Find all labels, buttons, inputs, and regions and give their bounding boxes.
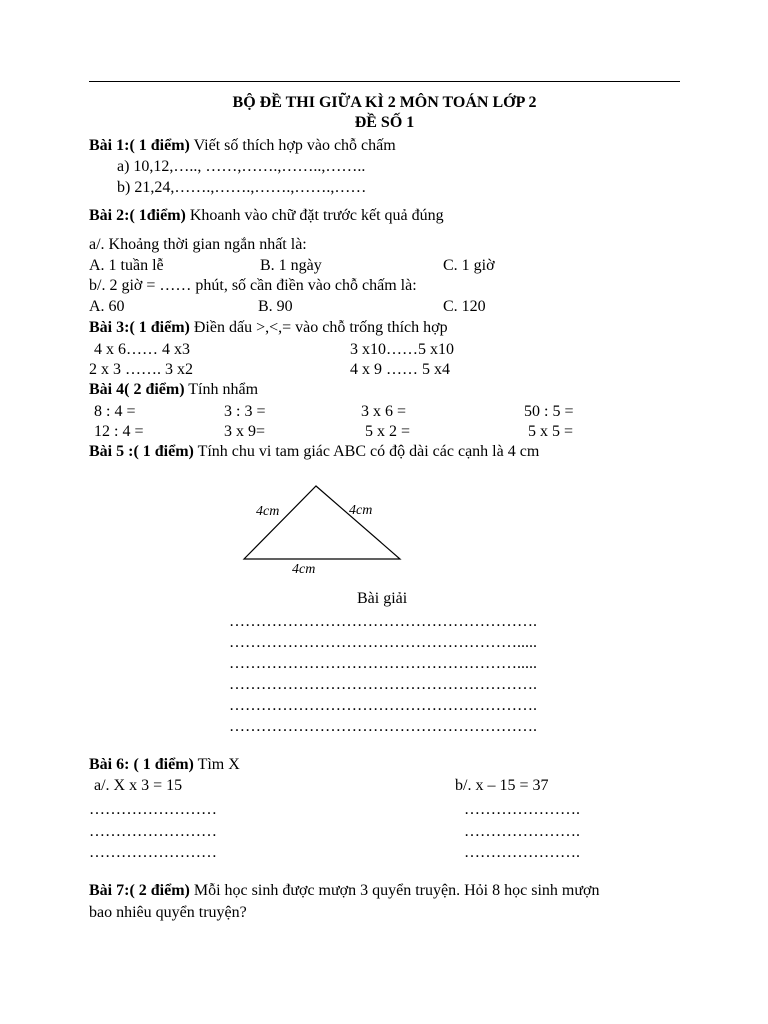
bai2-q2-opt-a: A. 60 (89, 298, 125, 315)
solution-line-5: …………………………………………………. (229, 697, 537, 714)
bai2-q2-opt-c: C. 120 (443, 298, 486, 315)
bai5-heading: Bài 5 :( 1 điểm) Tính chu vi tam giác ABC có độ dài các cạnh là 4 cm (89, 443, 540, 460)
solution-line-1: …………………………………………………. (229, 613, 537, 630)
bai4-r1-c4: 50 : 5 = (524, 403, 574, 420)
bai4-heading: Bài 4( 2 điểm) Tính nhẩm (89, 381, 259, 398)
bai2-q1: a/. Khoảng thời gian ngắn nhất là: (89, 236, 307, 253)
triangle-side-bottom-label: 4cm (292, 562, 316, 577)
bai3-item-2: 3 x10……5 x10 (350, 341, 454, 358)
bai4-r1-c2: 3 : 3 = (224, 403, 266, 420)
solution-line-2: ………………………………………………..... (229, 634, 537, 651)
bai2-q1-opt-a: A. 1 tuần lễ (89, 257, 164, 274)
bai4-r2-c4: 5 x 5 = (528, 423, 574, 440)
page-title: BỘ ĐỀ THI GIỮA KÌ 2 MÔN TOÁN LỚP 2 (232, 94, 537, 111)
bai6-left-line-3: …………………… (89, 844, 217, 861)
bai7-heading: Bài 7:( 2 điểm) Mỗi học sinh được mượn 3 quyển truyện. Hỏi 8 học sinh mượn (89, 882, 600, 899)
bai6-b: b/. x – 15 = 37 (455, 777, 549, 794)
bai6-right-line-3: …………………. (464, 844, 580, 861)
bai3-heading: Bài 3:( 1 điểm) Điền dấu >,<,= vào chỗ trống thích hợp (89, 319, 448, 336)
bai4-r1-c1: 8 : 4 = (94, 403, 136, 420)
bai6-left-line-1: …………………… (89, 801, 217, 818)
solution-title: Bài giải (357, 590, 408, 607)
bai3-item-1: 4 x 6…… 4 x3 (94, 341, 190, 358)
bai6-right-line-1: …………………. (464, 801, 580, 818)
triangle-shape (244, 486, 400, 559)
bai4-r1-c3: 3 x 6 = (361, 403, 407, 420)
bai4-r2-c3: 5 x 2 = (365, 423, 411, 440)
bai2-q2: b/. 2 giờ = …… phút, số cần điền vào chỗ chấm là: (89, 277, 417, 294)
bai7-text-2: bao nhiêu quyển truyện? (89, 904, 247, 921)
bai2-heading: Bài 2:( 1điểm) Khoanh vào chữ đặt trước kết quả đúng (89, 207, 444, 224)
bai1-heading: Bài 1:( 1 điểm) Viết số thích hợp vào chỗ chấm (89, 137, 396, 154)
bai6-left-line-2: …………………… (89, 823, 217, 840)
solution-line-6: …………………………………………………. (229, 718, 537, 735)
solution-line-3: ………………………………………………..... (229, 655, 537, 672)
bai6-right-line-2: …………………. (464, 823, 580, 840)
triangle-side-right-label: 4cm (349, 503, 373, 518)
bai1-b: b) 21,24,…….,…….,…….,…….,…… (117, 179, 367, 196)
page-subtitle: ĐỀ SỐ 1 (354, 114, 415, 131)
bai6-heading: Bài 6: ( 1 điểm) Tìm X (89, 756, 240, 773)
bai6-a: a/. X x 3 = 15 (94, 777, 183, 794)
bai3-item-3: 2 x 3 ……. 3 x2 (89, 361, 193, 378)
bai2-q2-opt-b: B. 90 (258, 298, 293, 315)
bai3-item-4: 4 x 9 …… 5 x4 (350, 361, 450, 378)
bai4-r2-c1: 12 : 4 = (94, 423, 144, 440)
solution-line-4: …………………………………………………. (229, 676, 537, 693)
triangle-side-left-label: 4cm (256, 504, 280, 519)
bai2-q1-opt-c: C. 1 giờ (443, 257, 495, 274)
bai4-r2-c2: 3 x 9= (224, 423, 266, 440)
bai2-q1-opt-b: B. 1 ngày (260, 257, 322, 274)
bai1-a: a) 10,12,….., ……,…….,……..,…….. (117, 158, 366, 175)
